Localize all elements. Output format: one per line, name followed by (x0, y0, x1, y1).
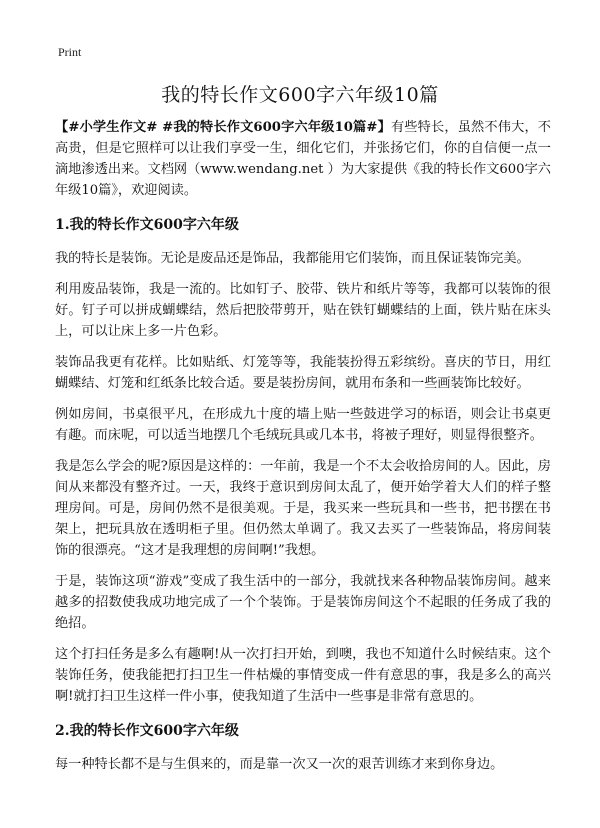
paragraph: 每一种特长都不是与生俱来的，而是靠一次又一次的艰苦训练才来到你身边。 (55, 757, 504, 772)
paragraph: 这个打扫任务是多么有趣啊!从一次打扫开始，到噢，我也不知道什么时候结束。这个装饰任务，使我能把打扫卫生一件枯燥的事情变成一件有意思的事，我是多么的高兴啊!就打扫卫生这样一件小事，使我知道了生活中一些事是非常有意思的。 (55, 647, 551, 704)
paragraph: 例如房间，书桌很平凡，在形成九十度的墙上贴一些鼓进学习的标语，则会让书桌更有趣。而床呢，可以适当地摆几个毛绒玩具或几本书，将被子理好，则显得很整齐。 (55, 407, 551, 443)
section-heading-2: 2.我的特长作文600字六年级 (55, 723, 239, 739)
paragraph: 装饰品我更有花样。比如贴纸、灯笼等等，我能装扮得五彩缤纷。喜庆的节日，用红蝴蝶结、灯笼和红纸条比较合适。要是装扮房间，就用布条和一些画装饰比较好。 (55, 355, 551, 391)
paragraph: 于是，装饰这项“游戏”变成了我生活中的一部分，我就找来各种物品装饰房间。越来越多的招数使我成功地完成了一个个装饰。于是装饰房间这个不起眼的任务成了我的绝招。 (55, 574, 551, 631)
page-title: 我的特长作文600字六年级10篇 (161, 84, 439, 106)
paragraph: 我的特长是装饰。无论是废品还是饰品，我都能用它们装饰，而且保证装饰完美。 (55, 251, 530, 266)
intro-paragraph (55, 117, 551, 201)
paragraph: 利用废品装饰，我是一流的。比如钉子、胶带、铁片和纸片等等，我都可以装饰的很好。钉子可以拼成蝴蝶结，然后把胶带剪开，贴在铁钉蝴蝶结的上面，铁片贴在床头上，可以让床上多一片色彩。 (55, 282, 551, 339)
intro-tag: 【#小学生作文# #我的特长作文600字六年级10篇#】 (55, 120, 391, 135)
section-heading-1: 1.我的特长作文600字六年级 (55, 217, 239, 233)
intro-text: 有些特长，虽然不伟大，不高贵，但是它照样可以让我们享受一生，细化它们，并张扬它们，你的自信便一点一滴地渗透出来。文档网（www.wendang.net ）为大家提供《我的特长作文600字六年级10篇》，欢迎阅读。 (55, 120, 551, 198)
document-body (55, 117, 551, 785)
print-label[interactable]: Print (58, 45, 82, 59)
paragraph: 我是怎么学会的呢?原因是这样的：一年前，我是一个不太会收拾房间的人。因此，房间从来都没有整齐过。一天，我终于意识到房间太乱了，便开始学着大人们的样子整理房间。可是，房间仍然不是很美观。于是，我买来一些玩具和一些书，把书摆在书架上，把玩具放在透明柜子里。但仍然太单调了。我又去买了一些装饰品，将房间装饰的很漂亮。“这才是我理想的房间啊!”我想。 (55, 459, 551, 558)
